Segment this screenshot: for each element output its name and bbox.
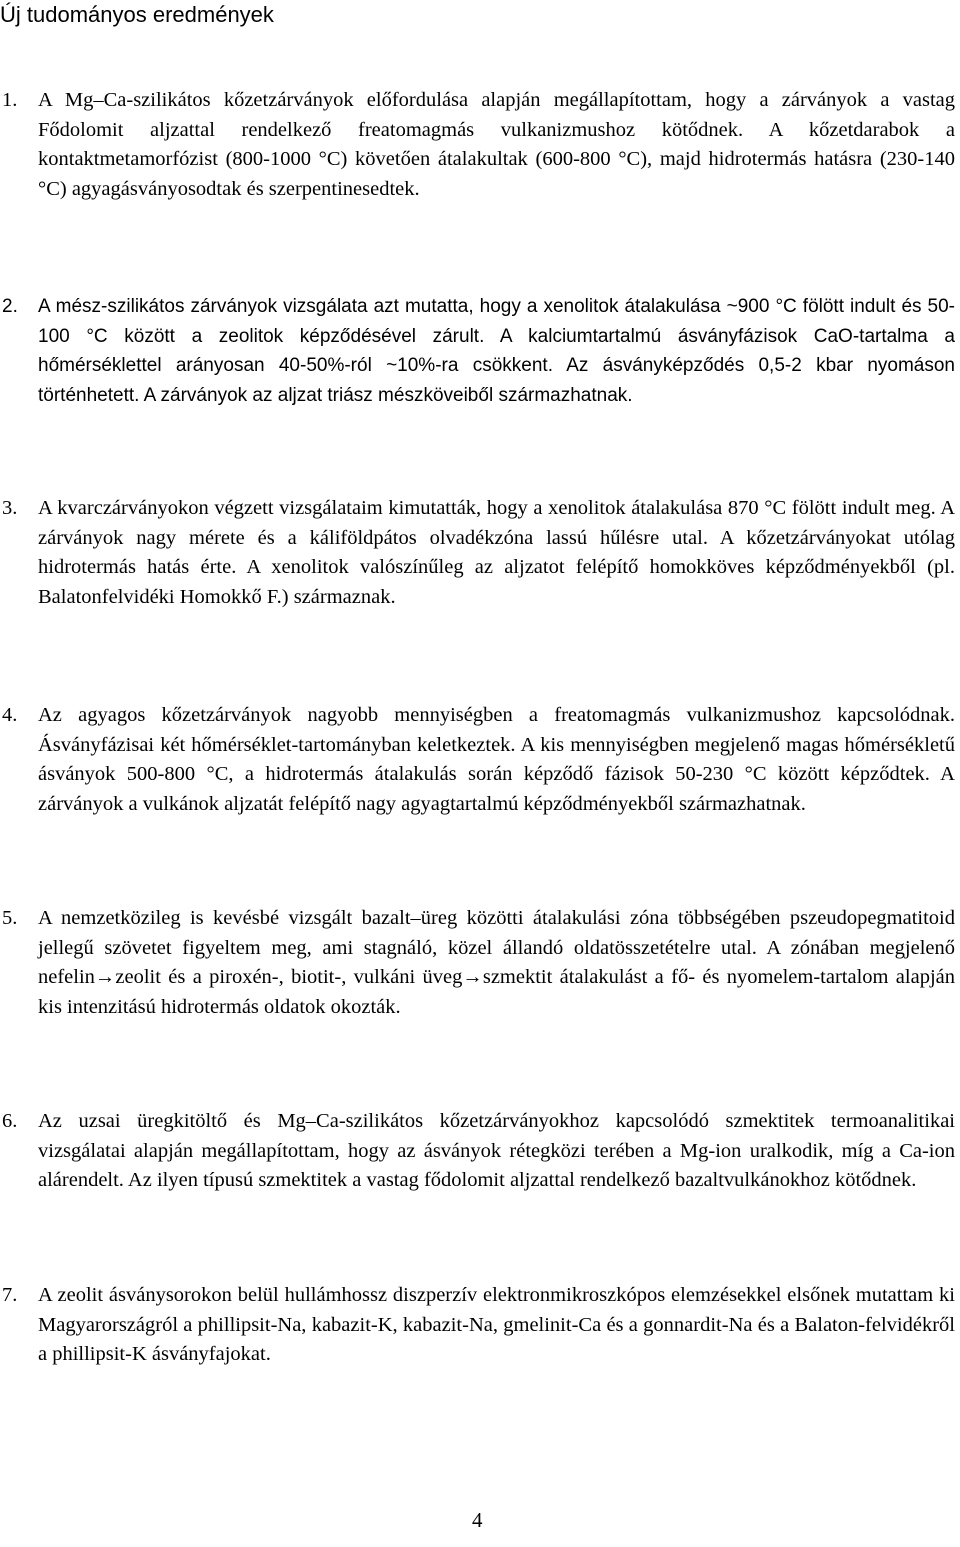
page-heading: Új tudományos eredmények [0, 2, 274, 27]
result-text-3: A kvarczárványokon végzett vizsgálataim kimutatták, hogy a xenolitok átalakulása 870 °C fölött indult meg. A zárványok nagy mérete és a káliföldpátos olvadékzóna lassú hűlésre utal. A kőzetzárványokat utólag hidrotermás hatás érte. A xenolitok valószínűleg az aljzatot felépítő homokköves képződményekből (pl. Balatonfelvidéki Homokkő F.) származnak. [38, 497, 955, 608]
result-number-6: 6. [2, 1110, 18, 1132]
result-text-1: A Mg–Ca-szilikátos kőzetzárványok előfordulása alapján megállapítottam, hogy a zárványok a vastag Fődolomit aljzattal rendelkező freatomagmás vulkanizmushoz kötődnek. A kőzetdarabok a kontaktmetamorfózist (800-1000 °C) követően átalakultak (600-800 °C), majd hidrotermás hatásra (230-140 °C) agyagásványosodtak és szerpentinesedtek. [38, 89, 955, 200]
result-item-6 [2, 1107, 955, 1196]
result-text-4: Az agyagos kőzetzárványok nagyobb mennyiségben a freatomagmás vulkanizmushoz kapcsolódnak. Ásványfázisai két hőmérséklet-tartományban keletkeztek. A kis mennyiségben megjelenő magas hőmérsékletű ásványok 500-800 °C, a hidrotermás átalakulás során képződő fázisok 50-230 °C között képződtek. A zárványok a vulkánok aljzatát felépítő nagy agyagtartalmú képződményekből származhatnak. [38, 704, 955, 815]
result-item-1 [2, 86, 955, 204]
result-item-5 [2, 904, 955, 1022]
result-number-3: 3. [2, 497, 18, 519]
result-text-7: A zeolit ásványsorokon belül hullámhossz diszperzív elektronmikroszkópos elemzésekkel elsőnek mutattam ki Magyarországról a phillipsit-Na, kabazit-K, kabazit-Na, gmelinit-Ca és a gonnardit-Na és a Balaton-felvidékről a phillipsit-K ásványfajokat. [38, 1284, 955, 1365]
result-number-2: 2. [2, 296, 18, 317]
result-item-4 [2, 701, 955, 819]
result-number-7: 7. [2, 1284, 18, 1306]
result-text-6: Az uzsai üregkitöltő és Mg–Ca-szilikátos kőzetzárványokhoz kapcsolódó szmektitek termoanalitikai vizsgálatai alapján megállapítottam, hogy az ásványok rétegközi terében a Mg-ion uralkodik, míg a Ca-ion alárendelt. Az ilyen típusú szmektitek a vastag fődolomit aljzattal rendelkező bazaltvulkánokhoz kötődnek. [38, 1110, 955, 1191]
result-item-2 [2, 292, 955, 410]
result-text-2: A mész-szilikátos zárványok vizsgálata azt mutatta, hogy a xenolitok átalakulása ~900 °C fölött indult és 50-100 °C között a zeolitok képződésével zárult. A kalciumtartalmú ásványfázisok CaO-tartalma a hőmérséklettel arányosan 40-50%-ról ~10%-ra csökkent. Az ásványképződés 0,5-2 kbar nyomáson történhetett. A zárványok az aljzat triász mészköveiből származhatnak. [38, 296, 955, 406]
result-number-5: 5. [2, 907, 18, 929]
result-text-5: A nemzetközileg is kevésbé vizsgált bazalt–üreg közötti átalakulási zóna többségében pszeudopegmatitoid jellegű szövetet figyeltem meg, ami stagnáló, közel állandó oldatösszetételre utal. A zónában megjelenő nefelin→zeolit és a piroxén-, biotit-, vulkáni üveg→szmektit átalakulást a fő- és nyomelem-tartalom alapján kis intenzitású hidrotermás oldatok okozták. [38, 907, 955, 1018]
result-item-3 [2, 494, 955, 612]
result-number-4: 4. [2, 704, 18, 726]
result-item-7 [2, 1281, 955, 1370]
page-number: 4 [472, 1508, 483, 1532]
result-number-1: 1. [2, 89, 18, 111]
